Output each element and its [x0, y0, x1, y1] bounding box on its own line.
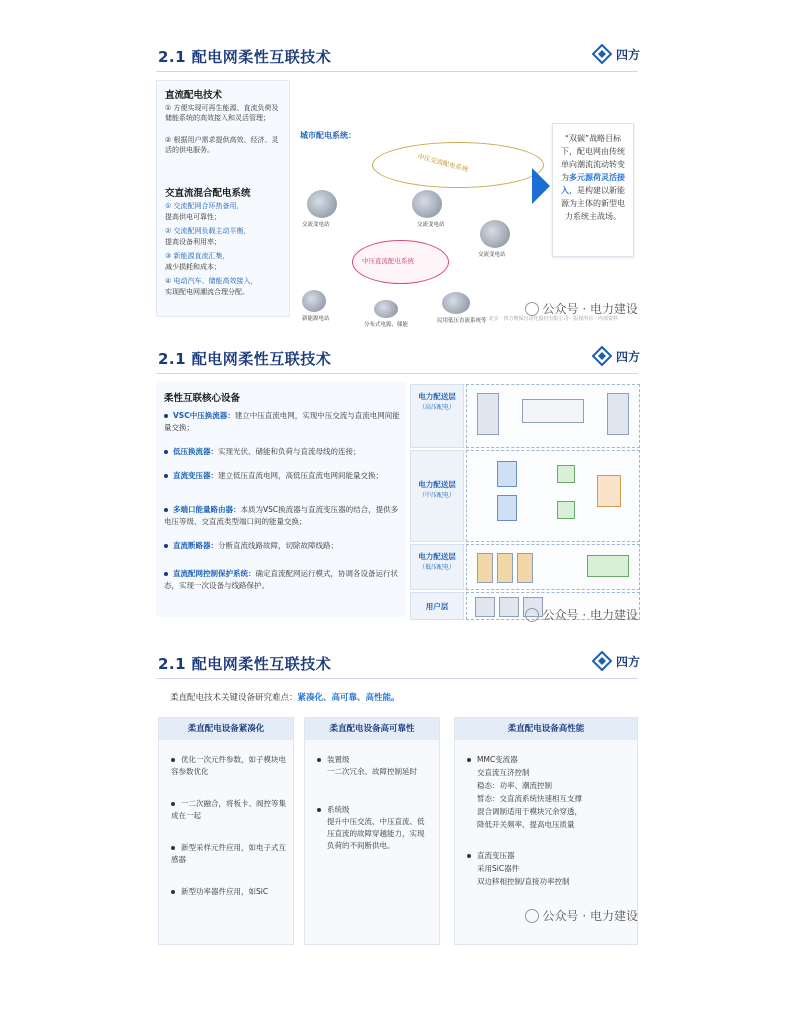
list-item: 暂态：交直流系统快速相互支撑	[477, 794, 582, 803]
layer-user: 用户层	[410, 592, 464, 620]
title-divider	[156, 678, 638, 679]
wechat-icon	[525, 608, 539, 622]
list-item: 稳态：功率、潮流控制	[477, 781, 552, 790]
lvdc-node	[442, 292, 470, 314]
slide-title: 2.1 配电网柔性互联技术	[158, 350, 332, 368]
hv-diagram	[466, 384, 640, 448]
list-item: 新型功率器件应用，如SiC	[171, 886, 287, 898]
distribution-diagram	[292, 80, 542, 328]
list-item: 提升中压交流、中压直流、低压直流的故障穿越能力，实现负荷的不间断供电。	[327, 817, 425, 850]
list-item: ② 交流配网负载主动平衡，	[165, 227, 251, 235]
intro-line: 柔直配电技术关键设备研究难点：紧凑化、高可靠、高性能。	[170, 693, 400, 703]
heading-hybrid: 交直流混合配电系统	[165, 188, 251, 199]
title-divider	[156, 71, 638, 72]
mv-diagram	[466, 450, 640, 542]
list-item: VSC中压换流器：建立中压直流电网，实现中压交流与直流电网间能量交换；	[164, 411, 400, 432]
layer-mv: 电力配送层 （中压配电）	[410, 450, 464, 542]
card-heading: 柔直配电设备高可靠性	[305, 718, 439, 740]
node-label: 交流变电站	[302, 222, 330, 228]
wechat-icon	[525, 302, 539, 316]
list-item: 新型采样元件应用，如电子式互感器	[171, 843, 286, 864]
substation-node	[480, 220, 510, 248]
dc-ring-label: 中压直流配电系统	[362, 257, 414, 265]
card-compact	[158, 717, 294, 945]
city-label: 城市配电系统：	[300, 131, 356, 140]
node-label: 交流变电站	[417, 222, 445, 228]
section-heading: 柔性互联核心设备	[164, 393, 241, 404]
list-item: 一二次冗余、故障控制延时	[327, 767, 417, 776]
slide-3	[152, 645, 642, 945]
layer-hv: 电力配送层 （高压配电）	[410, 384, 464, 448]
arrow-right-icon	[532, 168, 550, 204]
ac-ring-label: 中压交流配电系统	[416, 152, 470, 174]
list-item: MMC变流器	[467, 754, 627, 766]
left-panel	[156, 80, 290, 317]
list-item: 直流变压器：建立低压直流电网，高低压直流电网间能量交换；	[164, 470, 404, 482]
slide-title: 2.1 配电网柔性互联技术	[158, 655, 332, 673]
list-item: ① 方便实现可再生能源、直流负荷及储能系统的高效接入和灵活管理；	[165, 104, 279, 122]
watermark: 公众号 · 电力建设 北京 · 四方继保自动化股份有限公司 · 版权所有 · 内部资料	[488, 302, 638, 322]
list-item: 系统级	[317, 804, 429, 816]
list-item: 低压换流器：实现光伏、储能和负荷与直流母线的连接；	[164, 446, 404, 458]
list-item: 双边移相控制/直接功率控制	[477, 877, 570, 886]
list-item: 一二次融合，将板卡、阀控等集成在一起	[171, 799, 286, 820]
list-item: 直流配网控制保护系统：确定直流配网运行模式，协调各设备运行状态，实现一次设备与线路保护。	[164, 569, 398, 590]
substation-node	[307, 190, 337, 218]
heading-dc: 直流配电技术	[165, 90, 223, 101]
substation-node	[412, 190, 442, 218]
card-heading: 柔直配电设备紧凑化	[159, 718, 293, 740]
company-logo: 四方	[592, 44, 640, 64]
list-item: 装置级	[317, 754, 429, 766]
layered-system-diagram	[410, 382, 640, 620]
list-item: 采用SiC器件	[477, 864, 520, 873]
list-item: 提高设备利用率；	[165, 238, 221, 246]
node-label: 新能源电站	[302, 316, 330, 322]
list-item: ④ 电动汽车、储能高效接入，	[165, 277, 258, 285]
list-item: ③ 新能源直流汇集，	[165, 252, 230, 260]
list-item: 实现配电网潮流合理分配。	[165, 288, 249, 296]
company-logo: 四方	[592, 346, 640, 366]
list-item: 减少损耗和成本；	[165, 263, 221, 271]
list-item: 交直流互济控制	[477, 768, 530, 777]
title-divider	[156, 373, 638, 374]
dual-carbon-callout: “双碳”战略目标下，配电网由传统单向潮流流动转变为多元源荷灵活接入，是构建以新能源为主体的新型电力系统主战场。	[552, 123, 634, 257]
list-item: 直流变压器	[467, 850, 627, 862]
list-item: 提高供电可靠性；	[165, 213, 221, 221]
lv-diagram	[466, 544, 640, 590]
node-label: 分布式电源、储能	[364, 322, 409, 328]
watermark: 公众号 · 电力建设	[525, 907, 638, 924]
diamond-logo-icon	[592, 44, 612, 64]
list-item: 降低开关频率、提高电压质量	[477, 820, 575, 829]
slide-title: 2.1 配电网柔性互联技术	[158, 48, 332, 66]
storage-node	[374, 300, 398, 318]
diamond-logo-icon	[592, 651, 612, 671]
node-label: 民用低压直流系统等	[437, 318, 487, 324]
list-item: ① 交流配网合环热备用，	[165, 202, 244, 210]
watermark: 公众号 · 电力建设	[525, 606, 638, 623]
diamond-logo-icon	[592, 346, 612, 366]
slide-1	[152, 38, 642, 328]
core-equipment-panel	[156, 382, 406, 617]
slide-2	[152, 340, 642, 625]
card-heading: 柔直配电设备高性能	[455, 718, 637, 740]
list-item: 混合调制适用于模块冗余穿透，	[477, 807, 582, 816]
list-item: 直流断路器：分断直流线路故障，切除故障线路；	[164, 540, 404, 552]
company-logo: 四方	[592, 651, 640, 671]
renewable-node	[302, 290, 326, 312]
wechat-icon	[525, 909, 539, 923]
list-item: ② 根据用户需求提供高效、经济、灵活的供电服务。	[165, 136, 279, 154]
card-reliability	[304, 717, 440, 945]
node-label: 交流变电站	[478, 252, 506, 258]
list-item: 优化一次元件参数，如子模块电容参数优化	[171, 755, 286, 776]
list-item: 多端口能量路由器：本质为VSC换流器与直流变压器的结合，提供多电压等级、交直流类型端口间的能量交换；	[164, 505, 399, 526]
layer-lv: 电力配送层 （低压配电）	[410, 544, 464, 590]
